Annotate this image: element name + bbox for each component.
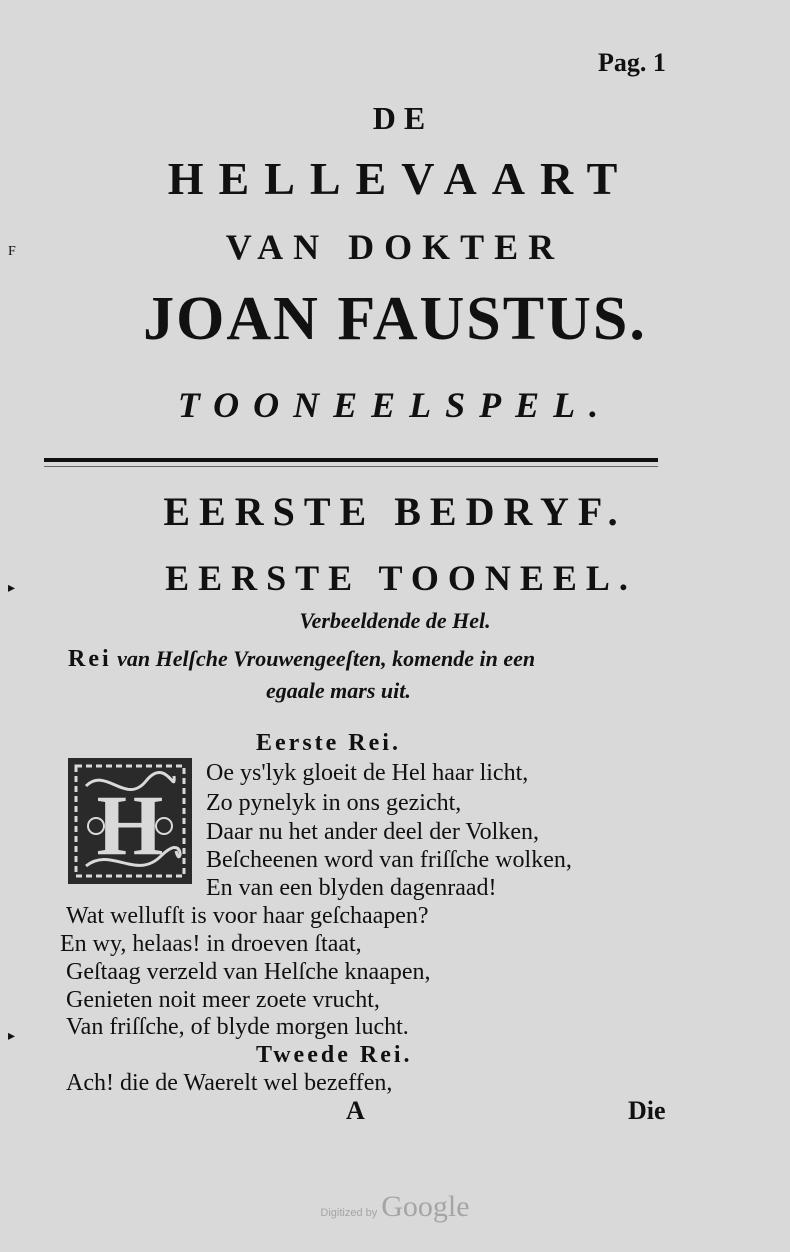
title-line-2: HELLEVAART bbox=[167, 153, 633, 204]
scene-heading: EERSTE TOONEEL. bbox=[165, 558, 637, 598]
verse-line: Zo pynelyk in ons gezicht, bbox=[206, 790, 462, 816]
stage-direction bbox=[68, 646, 535, 673]
title-divider-thin bbox=[44, 466, 658, 467]
verse-line: Ach! die de Waerelt wel bezeffen, bbox=[66, 1070, 393, 1096]
stage-direction-rei: Rei bbox=[68, 646, 112, 672]
decorated-initial-icon bbox=[66, 756, 194, 886]
second-choir-heading: Tweede Rei. bbox=[256, 1042, 413, 1068]
verse-line: Daar nu het ander deel der Volken, bbox=[206, 819, 539, 845]
stage-direction-text: van Helſche Vrouwengeeſten, komende in een bbox=[111, 646, 536, 671]
first-choir-heading: Eerste Rei. bbox=[256, 730, 401, 756]
verse-line: En van een blyden dagenraad! bbox=[206, 875, 497, 901]
signature-mark: A bbox=[346, 1096, 365, 1125]
page-number: Pag. 1 bbox=[598, 48, 666, 77]
scene-setting: Verbeeldende de Hel. bbox=[299, 608, 491, 633]
margin-mark: F bbox=[8, 244, 16, 259]
act-heading: EERSTE BEDRYF. bbox=[163, 489, 627, 534]
genre-line: TOONEELSPEL. bbox=[177, 385, 613, 425]
digitized-prefix: Digitized by bbox=[320, 1207, 378, 1219]
verse-line: Oe ys'lyk gloeit de Hel haar licht, bbox=[206, 760, 529, 786]
catchword: Die bbox=[628, 1096, 666, 1125]
margin-bullet: ▸ bbox=[8, 581, 16, 596]
verse-line: En wy, helaas! in droeven ſtaat, bbox=[60, 931, 362, 957]
title-divider bbox=[44, 458, 658, 462]
google-logo: Google bbox=[381, 1190, 470, 1223]
title-line-3: VAN DOKTER bbox=[225, 227, 565, 267]
title-line-4: JOAN FAUSTUS. bbox=[143, 285, 647, 353]
verse-line: Van friſſche, of blyde morgen lucht. bbox=[66, 1014, 409, 1040]
verse-line: Genieten noit meer zoete vrucht, bbox=[66, 987, 380, 1013]
verse-line: Geſtaag verzeld van Helſche knaapen, bbox=[66, 959, 431, 985]
verse-line: Wat wellufſt is voor haar geſchaapen? bbox=[66, 903, 429, 929]
initial-letter: H bbox=[96, 777, 164, 873]
title-line-1: DE bbox=[372, 100, 434, 136]
digitized-watermark bbox=[0, 1190, 790, 1224]
stage-direction-continued: egaale mars uit. bbox=[266, 678, 411, 703]
margin-bullet: ▸ bbox=[8, 1029, 16, 1044]
verse-line: Beſcheenen word van friſſche wolken, bbox=[206, 847, 572, 873]
